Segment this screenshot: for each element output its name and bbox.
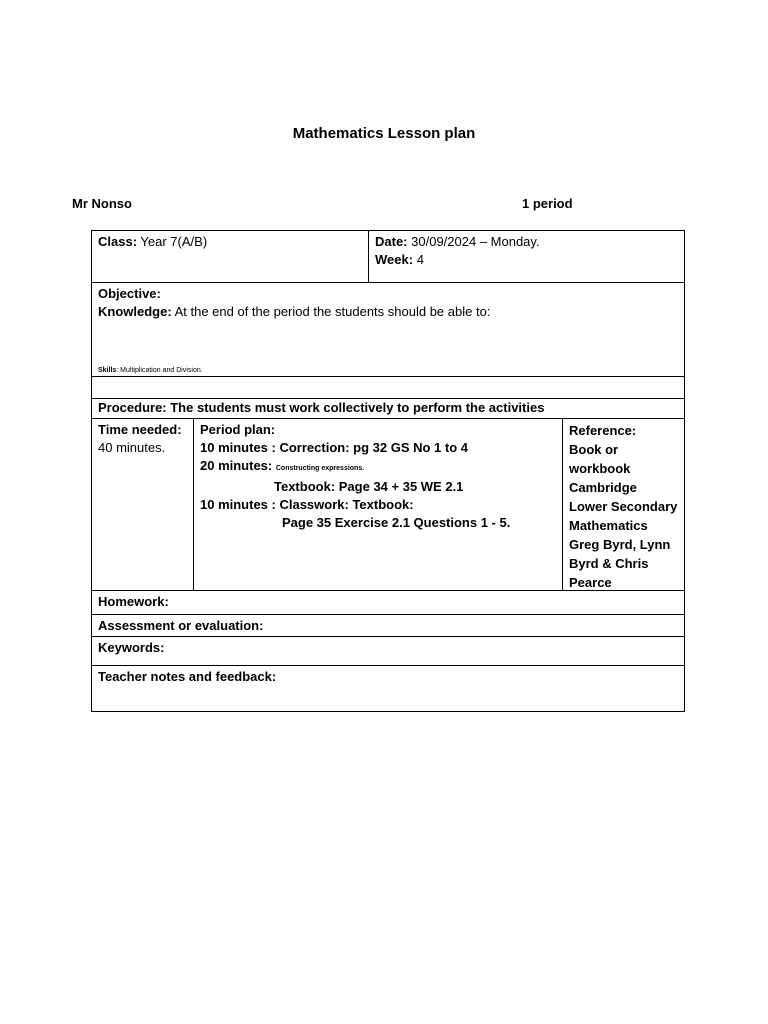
reference-line: Mathematics — [569, 518, 648, 533]
reference-line: Cambridge — [569, 480, 637, 495]
reference-line: Byrd & Chris — [569, 556, 649, 571]
assessment-label: Assessment or evaluation: — [98, 618, 264, 633]
lesson-plan-table — [91, 230, 685, 712]
skills-value: : Multiplication and Division. — [116, 367, 203, 374]
reference-line: Greg Byrd, Lynn — [569, 537, 671, 552]
plan-line-1: 10 minutes : Correction: pg 32 GS No 1 to 4 — [200, 440, 468, 455]
teacher-notes-label: Teacher notes and feedback: — [98, 669, 277, 684]
time-needed-label: Time needed: — [98, 422, 182, 437]
page-title: Mathematics Lesson plan — [292, 125, 476, 142]
reference-line: Lower Secondary — [569, 499, 678, 514]
class-cell — [92, 231, 369, 282]
plan-line-2-label: 20 minutes: — [200, 458, 273, 473]
reference-line: Reference: — [569, 423, 637, 438]
week-value: 4 — [416, 252, 424, 267]
reference-cell — [563, 419, 684, 590]
procedure-row — [92, 399, 684, 419]
assessment-row — [92, 615, 684, 637]
objective-row — [92, 283, 684, 377]
keywords-row — [92, 637, 684, 666]
plan-row — [92, 419, 684, 591]
homework-row — [92, 591, 684, 615]
objective-label: Objective: — [98, 286, 161, 301]
teacher-notes-row — [92, 666, 684, 711]
period-plan-label: Period plan: — [200, 422, 276, 437]
reference-line: workbook — [569, 461, 631, 476]
empty-row — [92, 377, 684, 399]
date-cell — [369, 231, 684, 282]
plan-line-5: Page 35 Exercise 2.1 Questions 1 - 5. — [282, 515, 511, 530]
class-value: Year 7(A/B) — [140, 234, 208, 249]
date-label: Date: — [375, 234, 408, 249]
homework-label: Homework: — [98, 594, 169, 609]
time-needed-value: 40 minutes. — [98, 440, 166, 455]
keywords-label: Keywords: — [98, 640, 165, 655]
period-count: 1 period — [522, 196, 573, 211]
procedure-text: Procedure: The students must work collectively to perform the activities — [98, 400, 545, 415]
class-label: Class: — [98, 234, 138, 249]
time-needed-cell — [92, 419, 194, 590]
objective-cell — [92, 283, 684, 376]
plan-line-2-note: Constructing expressions. — [275, 465, 365, 472]
plan-line-3: Textbook: Page 34 + 35 WE 2.1 — [274, 479, 464, 494]
date-value: 30/09/2024 – Monday. — [411, 234, 540, 249]
knowledge-value: At the end of the period the students should be able to: — [174, 304, 491, 319]
knowledge-label: Knowledge: — [98, 304, 172, 319]
skills-label: Skills — [98, 367, 117, 374]
reference-line: Book or — [569, 442, 619, 457]
teacher-name: Mr Nonso — [72, 196, 132, 211]
period-plan-cell — [194, 419, 563, 590]
plan-line-4: 10 minutes : Classwork: Textbook: — [200, 497, 414, 512]
class-date-row — [92, 231, 684, 283]
reference-line: Pearce — [569, 575, 612, 590]
week-label: Week: — [375, 252, 414, 267]
